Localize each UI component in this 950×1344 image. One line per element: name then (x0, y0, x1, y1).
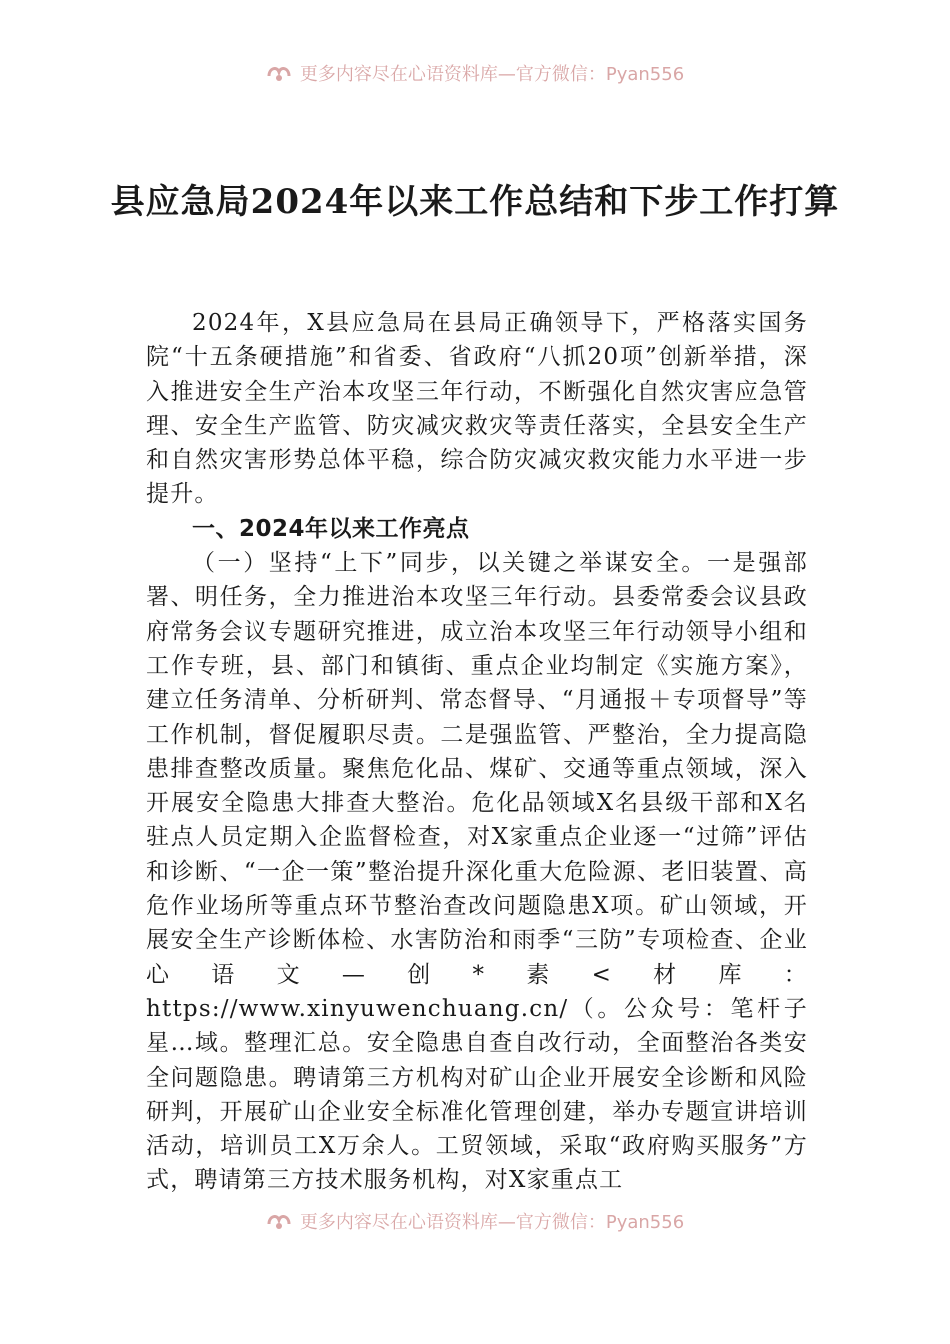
section-heading: 一、2024年以来工作亮点 (192, 515, 470, 542)
logo-icon (266, 1210, 294, 1237)
watermark-top (0, 60, 950, 89)
logo-icon (266, 62, 294, 89)
section-paragraph: （一）坚持“上下”同步，以关键之举谋安全。一是强部署、明任务，全力推进治本攻坚三年行动。县委常委会议县政府常务会议专题研究推进，成立治本攻坚三年行动领导小组和工作专班，县、部门和镇街、重点企业均制定《实施方案》，建立任务清单、分析研判、常态督导、“月通报＋专项督导”等工作机制，督促履职尽责。二是强监管、严整治，全力提高隐患排查整改质量。聚焦危化品、煤矿、交通等重点领域，深入开展安全隐患大排查大整治。危化品领域X名县级干部和X名驻点人员定期入企监督检查，对X家重点企业逐一“过筛”评估和诊断、“一企一策”整治提升深化重大危险源、老旧装置、高危作业场所等重点环节整治查改问题隐患X项。矿山领域，开展安全生产诊断体检、水害防治和雨季“三防”专项检查、企业心语文—创*素<材库：https://www.xinyuwenchuang.cn/（。公众号：笔杆子星…域。整理汇总。安全隐患自查自改行动，全面整治各类安全问题隐患。聘请第三方机构对矿山企业开展安全诊断和风险研判，开展矿山企业安全标准化管理创建，举办专题宣讲培训活动，培训员工X万余人。工贸领域，采取“政府购买服务”方式，聘请第三方技术服务机构，对X家重点工 (146, 550, 808, 1194)
intro-paragraph: 2024年，X县应急局在县局正确领导下，严格落实国务院“十五条硬措施”和省委、省政府“八抓20项”创新举措，深入推进安全生产治本攻坚三年行动，不断强化自然灾害应急管理、安全生产监管、防灾减灾救灾等责任落实，全县安全生产和自然灾害形势总体平稳，综合防灾减灾救灾能力水平进一步提升。 (146, 310, 808, 508)
watermark-text: 更多内容尽在心语资料库—官方微信：Pyan556 (299, 64, 685, 85)
watermark-bottom (0, 1208, 950, 1237)
watermark-text: 更多内容尽在心语资料库—官方微信：Pyan556 (299, 1212, 685, 1233)
document-title: 县应急局2024年以来工作总结和下步工作打算 (110, 182, 840, 222)
document-body (146, 306, 808, 1198)
